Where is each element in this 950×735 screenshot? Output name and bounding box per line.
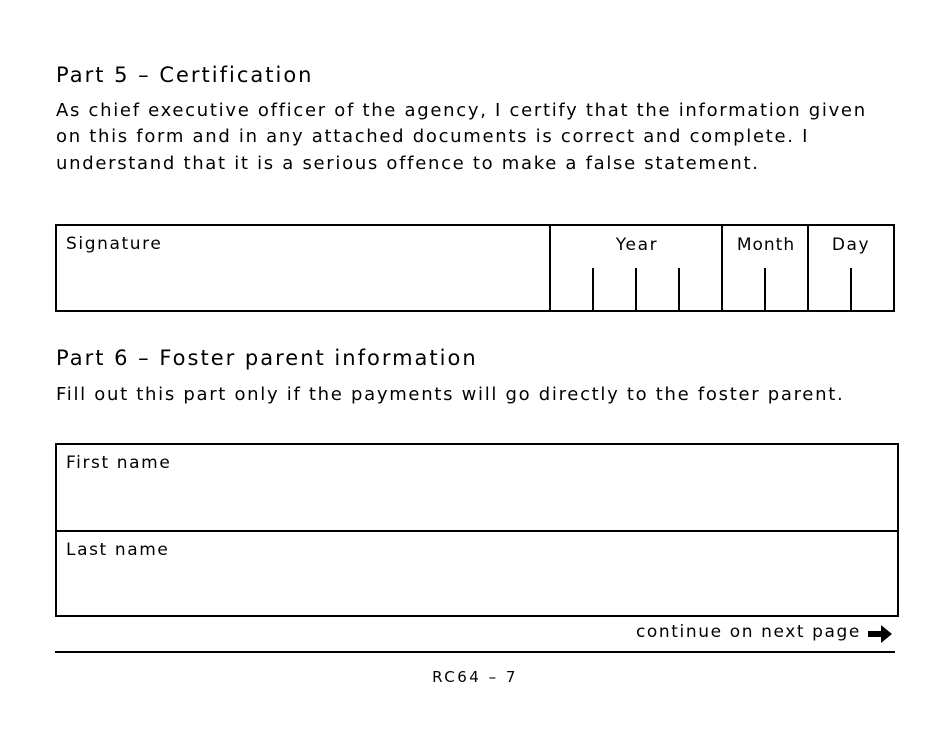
signature-date-table [55,224,895,312]
right-arrow-icon [866,623,894,645]
part5-certification-text: As chief executive officer of the agency, I certify that the information given on this form and in any attached documents is correct and complete. I understand that it is a serious offence to make a false statement. [56,100,867,174]
signature-field[interactable] [57,226,549,310]
part6-instructions: Fill out this part only if the payments will go directly to the foster parent. [56,384,845,405]
month-label: Month [736,235,796,255]
last-name-label: Last name [66,540,170,560]
footer-divider [55,651,895,653]
page-identifier: RC64 – 7 [432,668,518,686]
first-name-field[interactable] [57,445,897,530]
day-label: Day [831,235,871,255]
first-name-label: First name [66,453,172,473]
last-name-field[interactable] [57,532,897,615]
part5-heading: Part 5 – Certification [56,63,314,87]
year-input[interactable] [551,268,721,310]
month-input[interactable] [723,268,807,310]
part6-heading: Part 6 – Foster parent information [56,346,478,370]
signature-label: Signature [66,234,163,254]
year-label: Year [615,235,659,255]
day-input[interactable] [809,268,893,310]
continue-note: continue on next page [635,622,861,642]
foster-parent-name-table [55,443,899,617]
